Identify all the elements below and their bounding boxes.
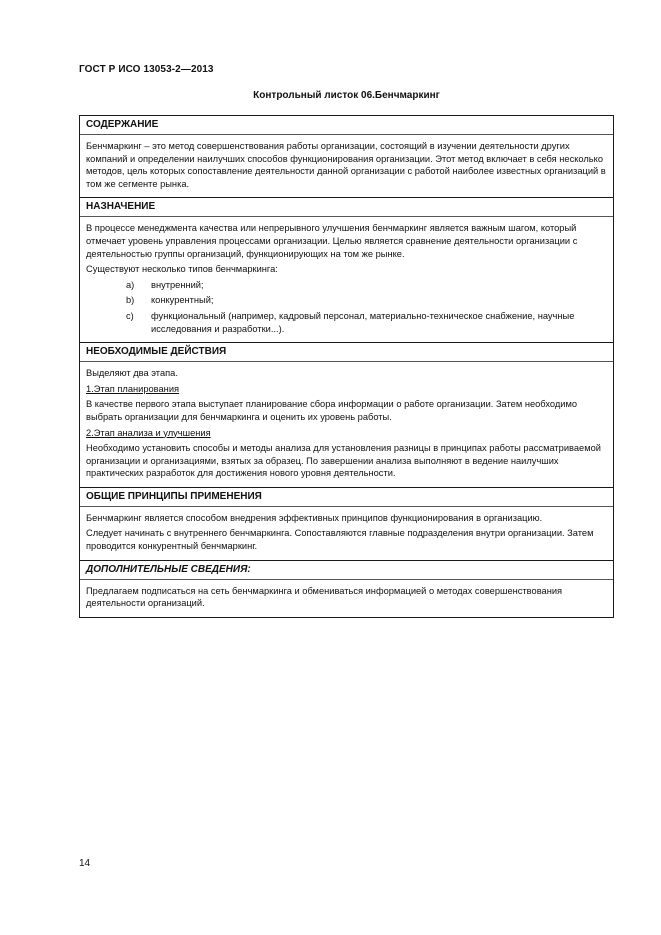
list-item (86, 279, 607, 292)
list-marker: b) (126, 295, 135, 306)
checklist-table (79, 115, 614, 618)
section-additional (80, 560, 613, 617)
list-marker: c) (126, 310, 134, 321)
stage-1-title: 1.Этап планирования (86, 383, 180, 394)
section-heading: НЕОБХОДИМЫЕ ДЕЙСТВИЯ (80, 346, 613, 362)
section-heading: ОБЩИЕ ПРИНЦИПЫ ПРИМЕНЕНИЯ (80, 491, 613, 507)
section-content (80, 116, 613, 197)
list-item (86, 294, 607, 307)
actions-intro: Выделяют два этапа. (86, 368, 178, 379)
section-heading: СОДЕРЖАНИЕ (80, 119, 613, 135)
section-actions (80, 342, 613, 487)
list-marker: a) (126, 279, 135, 290)
section-text: Следует начинать с внутреннего бенчмаркинга. Сопоставляются главные подразделения внутри организации. Затем проводится конкурентный бенчмаркинг. (86, 528, 594, 552)
types-intro: Существуют несколько типов бенчмаркинга: (86, 264, 278, 275)
section-principles (80, 487, 613, 560)
types-list (86, 279, 607, 335)
stage-2-title: 2.Этап анализа и улучшения (86, 427, 211, 438)
section-text: Предлагаем подписаться на сеть бенчмаркинга и обмениваться информацией о методах совершенствования деятельности организаций. (86, 585, 563, 609)
section-text: Бенчмаркинг – это метод совершенствования работы организации, состоящий в изучении деятельности других компаний и определении наилучших способов функционирования организации. Этот метод включает в себя несколько методов, цель которых сопоставление деятельности данной организации с работой наиболее известных организаций в том же сегменте рынка. (86, 141, 606, 189)
sheet-title: Контрольный листок 06.Бенчмаркинг (253, 90, 440, 101)
section-heading: НАЗНАЧЕНИЕ (80, 201, 613, 217)
list-item-text: функциональный (например, кадровый персонал, материально-техническое снабжение, научные исследования и разработки...). (151, 310, 575, 334)
section-text: В процессе менеджмента качества или непрерывного улучшения бенчмаркинг является важным шагом, который отмечает уровень управления процессами организации. Целью является сравнение деятельности организации с деятельностью группы организаций, функционирующих на том же рынке. (86, 223, 578, 259)
list-item-text: внутренний; (151, 279, 204, 290)
stage-2-text: Необходимо установить способы и методы анализа для установления разницы в принципах работы рассматриваемой организации и организациями, взятых за образец. По завершении анализа выполняют в ведение наилучших практических разработок для достижения нового уровня деятельности. (86, 443, 601, 479)
page-number: 14 (79, 858, 91, 869)
list-item (86, 310, 607, 335)
standard-code: ГОСТ Р ИСО 13053-2—2013 (79, 64, 214, 75)
section-heading: ДОПОЛНИТЕЛЬНЫЕ СВЕДЕНИЯ: (80, 564, 613, 580)
section-text: Бенчмаркинг является способом внедрения эффективных принципов функционирования в организацию. (86, 512, 543, 523)
stage-1-text: В качестве первого этапа выступает планирование сбора информации о работе организации. Затем необходимо выбрать организации для бенчмаркинга и оценить их уровень работы. (86, 399, 578, 422)
list-item-text: конкурентный; (151, 295, 214, 306)
section-purpose (80, 197, 613, 342)
